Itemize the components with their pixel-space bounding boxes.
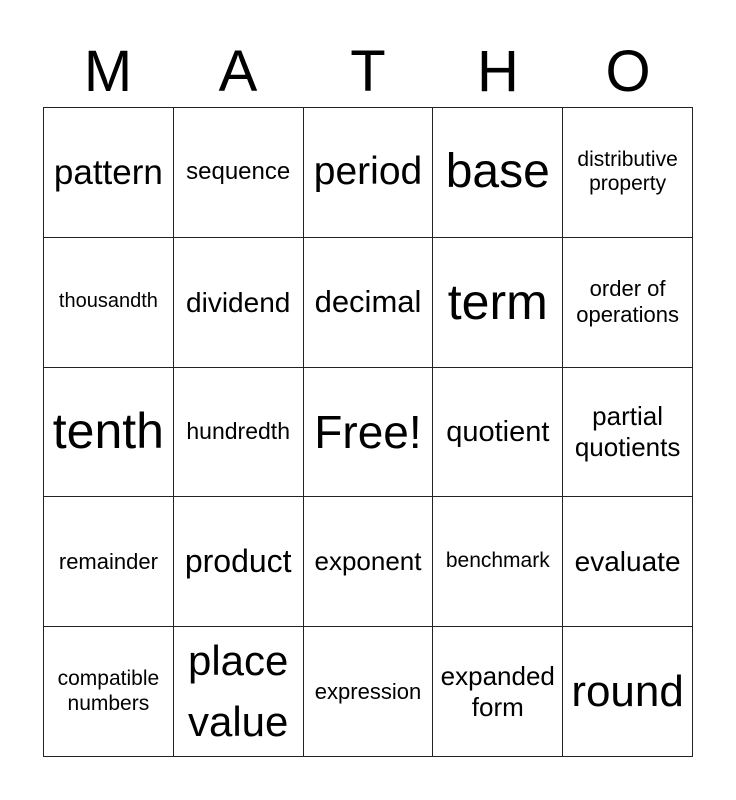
- bingo-cell[interactable]: term: [433, 238, 563, 368]
- bingo-cell[interactable]: tenth: [44, 368, 174, 498]
- header-letter-h: H: [477, 39, 519, 104]
- bingo-cell[interactable]: place value: [174, 627, 304, 757]
- bingo-cell[interactable]: remainder: [44, 497, 174, 627]
- bingo-cell[interactable]: quotient: [433, 368, 563, 498]
- bingo-cell[interactable]: benchmark: [433, 497, 563, 627]
- bingo-cell[interactable]: partial quotients: [563, 368, 693, 498]
- bingo-cell[interactable]: sequence: [174, 108, 304, 238]
- bingo-cell[interactable]: round: [563, 627, 693, 757]
- bingo-cell[interactable]: order of operations: [563, 238, 693, 368]
- header-letter-o: O: [605, 39, 651, 104]
- bingo-cell[interactable]: period: [304, 108, 434, 238]
- bingo-cell[interactable]: hundredth: [174, 368, 304, 498]
- free-space-cell: Free!: [304, 368, 434, 498]
- bingo-cell[interactable]: pattern: [44, 108, 174, 238]
- bingo-cell[interactable]: base: [433, 108, 563, 238]
- bingo-cell[interactable]: decimal: [304, 238, 434, 368]
- bingo-cell[interactable]: expanded form: [433, 627, 563, 757]
- bingo-cell[interactable]: dividend: [174, 238, 304, 368]
- bingo-cell[interactable]: evaluate: [563, 497, 693, 627]
- header-letter-a: A: [218, 39, 258, 104]
- bingo-cell[interactable]: thousandth: [44, 238, 174, 368]
- bingo-cell[interactable]: expression: [304, 627, 434, 757]
- bingo-header: [43, 36, 693, 108]
- bingo-board: [43, 107, 693, 757]
- header-letter-t: T: [350, 39, 386, 104]
- bingo-cell[interactable]: product: [174, 497, 304, 627]
- header-letter-m: M: [83, 39, 133, 104]
- bingo-cell[interactable]: exponent: [304, 497, 434, 627]
- bingo-cell[interactable]: distributive property: [563, 108, 693, 238]
- bingo-cell[interactable]: compatible numbers: [44, 627, 174, 757]
